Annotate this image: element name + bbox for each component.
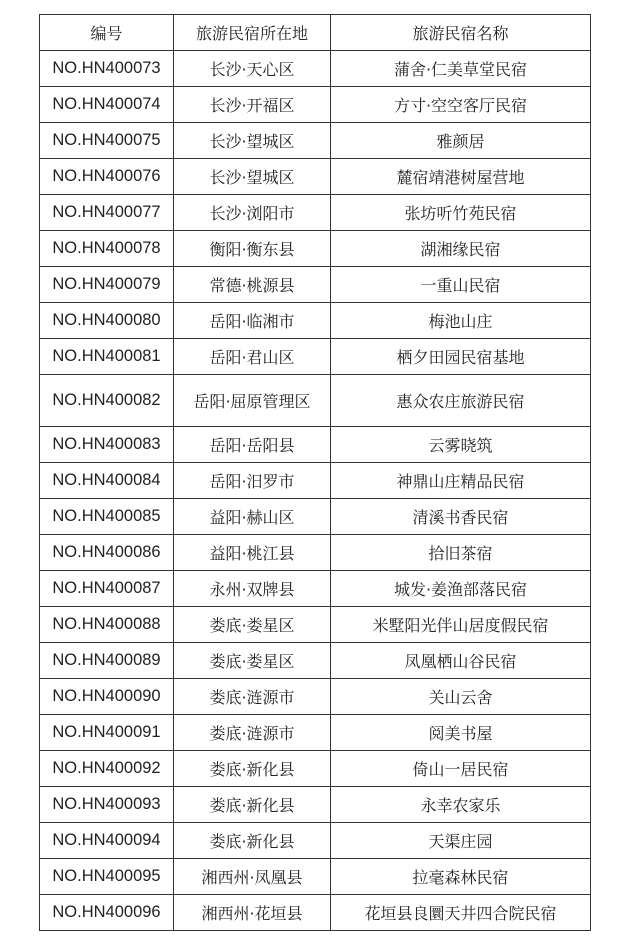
cell-code: NO.HN400088 <box>40 607 174 643</box>
cell-name: 城发·姜渔部落民宿 <box>331 571 591 607</box>
table-row <box>40 643 591 679</box>
cell-code: NO.HN400079 <box>40 267 174 303</box>
table-row <box>40 159 591 195</box>
cell-location: 岳阳·君山区 <box>174 339 331 375</box>
cell-location: 益阳·桃江县 <box>174 535 331 571</box>
cell-location: 常德·桃源县 <box>174 267 331 303</box>
table-row <box>40 571 591 607</box>
cell-name: 清溪书香民宿 <box>331 499 591 535</box>
cell-location: 湘西州·凤凰县 <box>174 859 331 895</box>
table-row <box>40 859 591 895</box>
cell-name: 天渠庄园 <box>331 823 591 859</box>
table-row <box>40 427 591 463</box>
table-row <box>40 87 591 123</box>
cell-code: NO.HN400083 <box>40 427 174 463</box>
cell-code: NO.HN400092 <box>40 751 174 787</box>
cell-code: NO.HN400080 <box>40 303 174 339</box>
cell-name: 方寸·空空客厅民宿 <box>331 87 591 123</box>
cell-code: NO.HN400095 <box>40 859 174 895</box>
cell-code: NO.HN400086 <box>40 535 174 571</box>
table-body <box>40 51 591 931</box>
cell-code: NO.HN400089 <box>40 643 174 679</box>
cell-location: 娄底·娄星区 <box>174 607 331 643</box>
cell-name: 拉毫森林民宿 <box>331 859 591 895</box>
cell-location: 岳阳·汨罗市 <box>174 463 331 499</box>
cell-location: 岳阳·屈原管理区 <box>174 375 331 427</box>
cell-location: 长沙·望城区 <box>174 123 331 159</box>
cell-location: 娄底·新化县 <box>174 823 331 859</box>
cell-code: NO.HN400094 <box>40 823 174 859</box>
table-row <box>40 303 591 339</box>
cell-code: NO.HN400076 <box>40 159 174 195</box>
table-header-row <box>40 15 591 51</box>
cell-name: 神鼎山庄精品民宿 <box>331 463 591 499</box>
table-row <box>40 751 591 787</box>
cell-code: NO.HN400078 <box>40 231 174 267</box>
cell-name: 梅池山庄 <box>331 303 591 339</box>
cell-name: 米墅阳光伴山居度假民宿 <box>331 607 591 643</box>
cell-location: 娄底·新化县 <box>174 787 331 823</box>
cell-code: NO.HN400093 <box>40 787 174 823</box>
cell-code: NO.HN400075 <box>40 123 174 159</box>
header-code: 编号 <box>40 15 174 51</box>
table-row <box>40 607 591 643</box>
cell-code: NO.HN400096 <box>40 895 174 931</box>
cell-name: 张坊听竹苑民宿 <box>331 195 591 231</box>
cell-name: 云雾晓筑 <box>331 427 591 463</box>
cell-code: NO.HN400077 <box>40 195 174 231</box>
table-row <box>40 463 591 499</box>
cell-location: 衡阳·衡东县 <box>174 231 331 267</box>
cell-code: NO.HN400087 <box>40 571 174 607</box>
cell-code: NO.HN400073 <box>40 51 174 87</box>
cell-location: 岳阳·岳阳县 <box>174 427 331 463</box>
table-row <box>40 499 591 535</box>
cell-name: 麓宿靖港树屋营地 <box>331 159 591 195</box>
table-row <box>40 123 591 159</box>
cell-location: 长沙·望城区 <box>174 159 331 195</box>
cell-location: 娄底·涟源市 <box>174 715 331 751</box>
cell-location: 长沙·浏阳市 <box>174 195 331 231</box>
cell-name: 永幸农家乐 <box>331 787 591 823</box>
table-row <box>40 267 591 303</box>
cell-code: NO.HN400074 <box>40 87 174 123</box>
cell-location: 永州·双牌县 <box>174 571 331 607</box>
cell-code: NO.HN400082 <box>40 375 174 427</box>
table-row <box>40 51 591 87</box>
table-row <box>40 823 591 859</box>
cell-location: 长沙·开福区 <box>174 87 331 123</box>
homestay-table <box>39 14 591 931</box>
cell-code: NO.HN400085 <box>40 499 174 535</box>
cell-name: 惠众农庄旅游民宿 <box>331 375 591 427</box>
homestay-table-container <box>39 14 590 931</box>
cell-location: 娄底·涟源市 <box>174 679 331 715</box>
cell-name: 倚山一居民宿 <box>331 751 591 787</box>
table-row <box>40 339 591 375</box>
cell-location: 娄底·娄星区 <box>174 643 331 679</box>
table-row <box>40 787 591 823</box>
cell-code: NO.HN400091 <box>40 715 174 751</box>
cell-location: 湘西州·花垣县 <box>174 895 331 931</box>
table-row <box>40 679 591 715</box>
table-row <box>40 535 591 571</box>
cell-name: 雅颜居 <box>331 123 591 159</box>
table-row <box>40 715 591 751</box>
cell-name: 蒲舍·仁美草堂民宿 <box>331 51 591 87</box>
cell-name: 花垣县良圜天井四合院民宿 <box>331 895 591 931</box>
table-row <box>40 375 591 427</box>
cell-name: 一重山民宿 <box>331 267 591 303</box>
cell-name: 凤凰栖山谷民宿 <box>331 643 591 679</box>
cell-name: 阅美书屋 <box>331 715 591 751</box>
cell-location: 益阳·赫山区 <box>174 499 331 535</box>
table-row <box>40 895 591 931</box>
cell-code: NO.HN400084 <box>40 463 174 499</box>
cell-code: NO.HN400081 <box>40 339 174 375</box>
header-location: 旅游民宿所在地 <box>174 15 331 51</box>
cell-name: 栖夕田园民宿基地 <box>331 339 591 375</box>
cell-location: 岳阳·临湘市 <box>174 303 331 339</box>
cell-name: 拾旧茶宿 <box>331 535 591 571</box>
cell-name: 关山云舍 <box>331 679 591 715</box>
table-row <box>40 195 591 231</box>
header-name: 旅游民宿名称 <box>331 15 591 51</box>
cell-location: 娄底·新化县 <box>174 751 331 787</box>
cell-name: 湖湘缘民宿 <box>331 231 591 267</box>
table-row <box>40 231 591 267</box>
cell-code: NO.HN400090 <box>40 679 174 715</box>
cell-location: 长沙·天心区 <box>174 51 331 87</box>
